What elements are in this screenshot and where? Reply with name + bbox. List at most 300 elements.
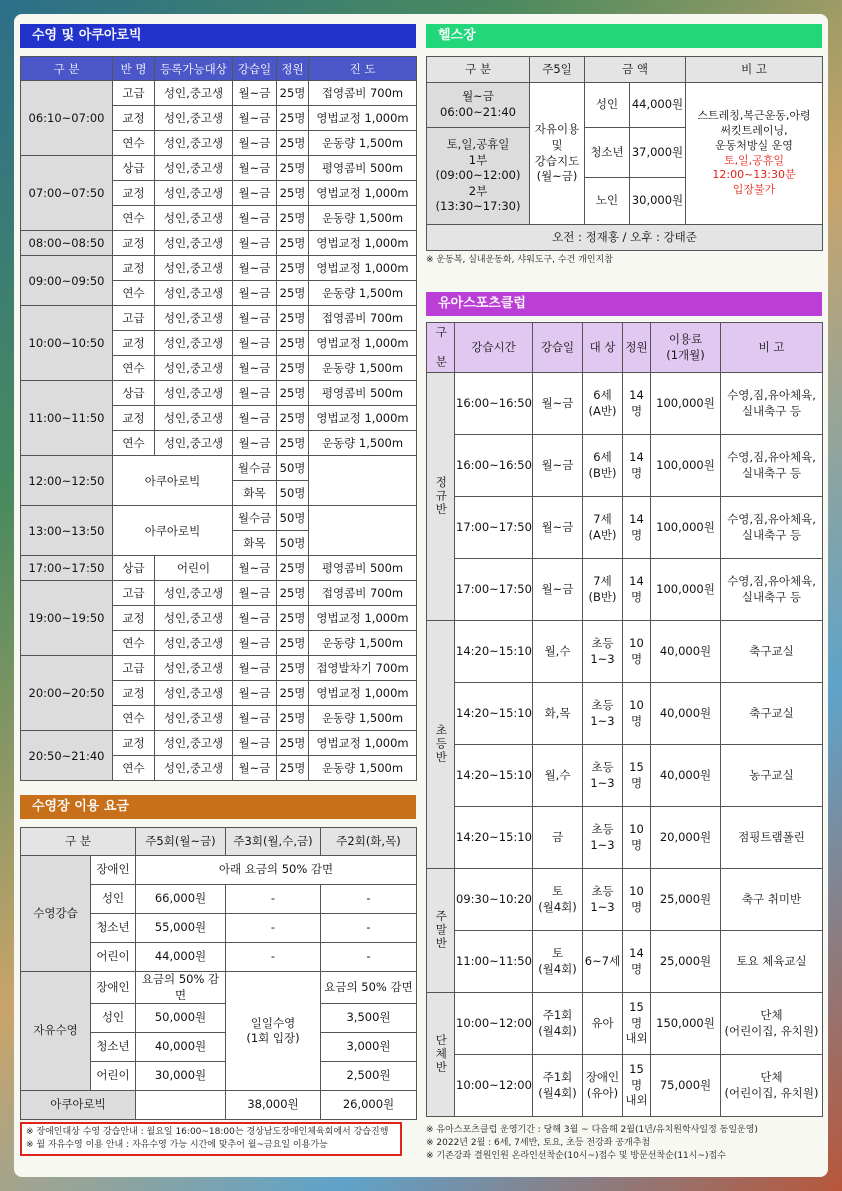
gym-footnote: ※ 운동복, 실내운동화, 샤워도구, 수건 개인지참 <box>426 255 613 265</box>
table-cell: 접영콤비 700m <box>309 581 417 606</box>
time-cell: 12:00~12:50 <box>21 456 113 506</box>
table-cell: 100,000원 <box>651 435 721 497</box>
table-cell: 접영콤비 700m <box>309 81 417 106</box>
swim-section-title: 수영 및 아쿠아로빅 <box>20 24 416 48</box>
table-cell: 연수 <box>113 131 155 156</box>
table-cell: 성인,중고생 <box>155 356 233 381</box>
table-cell: 14:20~15:10 <box>455 621 533 683</box>
table-cell: 25명 <box>277 431 309 456</box>
table-cell: 월~금 <box>233 581 277 606</box>
category-cell: 초등반 <box>427 621 455 869</box>
table-row <box>427 993 823 1055</box>
table-cell: 성인,중고생 <box>155 731 233 756</box>
gym-youth-price: 37,000원 <box>630 128 686 178</box>
table-cell: 40,000원 <box>651 745 721 807</box>
table-cell: 월,수 <box>533 621 583 683</box>
table-cell: 14명 <box>623 559 651 621</box>
table-cell: 월~금 <box>233 381 277 406</box>
gym-h-gubun: 구 분 <box>427 57 530 83</box>
table-cell: 월~금 <box>233 181 277 206</box>
table-cell: 장애인 (유아) <box>583 1055 623 1117</box>
table-cell: 영법교정 1,000m <box>309 331 417 356</box>
table-cell: 교정 <box>113 106 155 131</box>
fee-header-5: 주5회(월~금) <box>136 828 226 856</box>
table-row <box>427 745 823 807</box>
table-cell: 토요 체육교실 <box>721 931 823 993</box>
gym-time-weekday: 월~금 06:00~21:40 <box>427 83 530 128</box>
table-cell: 6세 (B반) <box>583 435 623 497</box>
dash: - <box>226 885 321 914</box>
table-cell: 성인,중고생 <box>155 231 233 256</box>
table-cell: 성인,중고생 <box>155 681 233 706</box>
table-cell: 월~금 <box>233 156 277 181</box>
table-cell: 화목 <box>233 531 277 556</box>
table-cell: 월~금 <box>533 497 583 559</box>
table-cell: 월~금 <box>233 681 277 706</box>
table-row <box>21 556 417 581</box>
table-cell: 11:00~11:50 <box>455 931 533 993</box>
table-cell: 성인,중고생 <box>155 131 233 156</box>
fee-free-youth2: 3,000원 <box>321 1033 417 1062</box>
table-cell: 월~금 <box>533 373 583 435</box>
table-cell: 150,000원 <box>651 993 721 1055</box>
fee-header-3: 주3회(월,수,금) <box>226 828 321 856</box>
table-cell: 월~금 <box>533 559 583 621</box>
table-cell: 20,000원 <box>651 807 721 869</box>
gym-section-title: 헬스장 <box>426 24 822 48</box>
swim-header-cell: 등록가능대상 <box>155 57 233 81</box>
table-cell: 25명 <box>277 631 309 656</box>
table-row <box>21 731 417 756</box>
swim-header-cell: 정원 <box>277 57 309 81</box>
table-row <box>427 1055 823 1117</box>
gym-service: 자유이용 및 강습지도 (월~금) <box>530 83 585 225</box>
table-cell: 14명 <box>623 497 651 559</box>
table-cell: 10:00~12:00 <box>455 993 533 1055</box>
gym-senior-price: 30,000원 <box>630 178 686 225</box>
table-cell: 축구교실 <box>721 621 823 683</box>
fee-note-2: ※ 월 자유수영 이용 안내 : 자유수영 가능 시간에 맞추어 월~금요일 이용가능 <box>26 1140 328 1150</box>
fee-section-title: 수영장 이용 요금 <box>20 795 416 819</box>
kids-header-cell: 비 고 <box>721 323 823 373</box>
table-cell: 15명 <box>623 745 651 807</box>
table-cell: 10명 <box>623 869 651 931</box>
time-cell: 13:00~13:50 <box>21 506 113 556</box>
fee-adult: 성인 <box>91 885 136 914</box>
table-cell: 어린이 <box>155 556 233 581</box>
table-cell: 월~금 <box>233 731 277 756</box>
table-row <box>427 683 823 745</box>
table-cell: 6~7세 <box>583 931 623 993</box>
kids-section-title: 유아스포츠클럽 <box>426 292 822 316</box>
table-cell: 성인,중고생 <box>155 756 233 781</box>
gym-time-weekend: 토,일,공휴일 1부 (09:00~12:00) 2부 (13:30~17:30) <box>427 128 530 225</box>
fee-discount-all: 아래 요금의 50% 감면 <box>136 856 417 885</box>
table-cell: 월~금 <box>233 606 277 631</box>
table-cell: 15명 내외 <box>623 1055 651 1117</box>
kids-notes <box>426 1124 822 1163</box>
table-cell: 성인,중고생 <box>155 306 233 331</box>
table-cell: 14명 <box>623 435 651 497</box>
fee-free-label: 자유수영 <box>21 972 91 1091</box>
time-cell: 06:10~07:00 <box>21 81 113 156</box>
table-cell: 100,000원 <box>651 373 721 435</box>
table-cell: 고급 <box>113 81 155 106</box>
table-row <box>427 931 823 993</box>
table-cell: 10명 <box>623 683 651 745</box>
fee-header-gubun: 구 분 <box>21 828 136 856</box>
table-cell: 10:00~12:00 <box>455 1055 533 1117</box>
table-cell: 수영,짐,유아체육, 실내축구 등 <box>721 373 823 435</box>
table-cell: 초등 1~3 <box>583 807 623 869</box>
time-cell: 10:00~10:50 <box>21 306 113 381</box>
table-cell: 16:00~16:50 <box>455 373 533 435</box>
table-cell: 40,000원 <box>651 621 721 683</box>
table-row <box>427 559 823 621</box>
table-row <box>21 456 417 481</box>
table-cell: 25명 <box>277 156 309 181</box>
table-cell: 월,수 <box>533 745 583 807</box>
swim-header-cell: 강습일 <box>233 57 277 81</box>
table-row <box>427 621 823 683</box>
table-cell: 평영콤비 500m <box>309 156 417 181</box>
table-cell: 25명 <box>277 581 309 606</box>
table-cell: 토 (월4회) <box>533 869 583 931</box>
table-cell: 50명 <box>277 506 309 531</box>
table-row <box>21 81 417 106</box>
gym-h-note: 비 고 <box>686 57 823 83</box>
table-cell: 영법교정 1,000m <box>309 606 417 631</box>
table-cell: 연수 <box>113 706 155 731</box>
table-cell: 화목 <box>233 481 277 506</box>
table-cell: 월~금 <box>233 331 277 356</box>
fee-daily: 일일수영 (1회 입장) <box>226 972 321 1091</box>
time-cell: 20:00~20:50 <box>21 656 113 731</box>
table-cell: 성인,중고생 <box>155 331 233 356</box>
dash: - <box>321 943 417 972</box>
table-cell: 영법교정 1,000m <box>309 256 417 281</box>
table-cell: 성인,중고생 <box>155 181 233 206</box>
fee-disabled: 장애인 <box>91 972 136 1004</box>
table-cell: 연수 <box>113 281 155 306</box>
kids-header-cell: 구 분 <box>427 323 455 373</box>
table-cell: 17:00~17:50 <box>455 497 533 559</box>
kids-note-2: ※ 2022년 2월 : 6세, 7세반, 토요, 초등 전강좌 공개추첨 <box>426 1138 651 1148</box>
table-cell: 월~금 <box>233 656 277 681</box>
kids-header-cell: 강습일 <box>533 323 583 373</box>
table-row <box>427 807 823 869</box>
fee-note-1: ※ 장애인대상 수영 강습안내 : 월요일 16:00~18:00는 경상남도장애인체육회에서 강습진행 <box>26 1127 389 1137</box>
table-cell: 성인,중고생 <box>155 81 233 106</box>
fee-aqua2: 26,000원 <box>321 1091 417 1120</box>
table-cell: 연수 <box>113 431 155 456</box>
swim-header-cell: 반 명 <box>113 57 155 81</box>
table-cell: 50명 <box>277 481 309 506</box>
table-cell: 25명 <box>277 706 309 731</box>
table-cell: 월~금 <box>233 306 277 331</box>
table-cell: 14:20~15:10 <box>455 683 533 745</box>
table-cell: 영법교정 1,000m <box>309 231 417 256</box>
table-cell: 월~금 <box>233 756 277 781</box>
table-row <box>21 156 417 181</box>
table-cell: 14:20~15:10 <box>455 745 533 807</box>
table-cell: 운동량 1,500m <box>309 431 417 456</box>
fee-free-adult2: 3,500원 <box>321 1004 417 1033</box>
fee-free-child: 30,000원 <box>136 1062 226 1091</box>
table-cell: 상급 <box>113 381 155 406</box>
table-cell: 점핑트램폴린 <box>721 807 823 869</box>
aqua-name: 아쿠아로빅 <box>113 456 233 506</box>
time-cell: 09:00~09:50 <box>21 256 113 306</box>
table-cell: 6세 (A반) <box>583 373 623 435</box>
fee-adult: 성인 <box>91 1004 136 1033</box>
gym-adult: 성인 <box>585 83 630 128</box>
table-cell: 25명 <box>277 306 309 331</box>
table-cell: 축구 취미반 <box>721 869 823 931</box>
table-cell: 농구교실 <box>721 745 823 807</box>
swim-header-cell: 구 분 <box>21 57 113 81</box>
table-cell: 25명 <box>277 556 309 581</box>
table-cell: 월~금 <box>533 435 583 497</box>
fee-free-adult: 50,000원 <box>136 1004 226 1033</box>
table-cell: 성인,중고생 <box>155 581 233 606</box>
fee-free-youth: 40,000원 <box>136 1033 226 1062</box>
table-cell: 교정 <box>113 406 155 431</box>
table-cell: 월~금 <box>233 281 277 306</box>
gym-h-price: 금 액 <box>585 57 686 83</box>
table-cell: 연수 <box>113 206 155 231</box>
table-cell: 상급 <box>113 556 155 581</box>
table-row <box>427 435 823 497</box>
dash: - <box>226 943 321 972</box>
time-cell: 08:00~08:50 <box>21 231 113 256</box>
table-cell: 월~금 <box>233 706 277 731</box>
table-cell: 유아 <box>583 993 623 1055</box>
table-cell: 수영,짐,유아체육, 실내축구 등 <box>721 435 823 497</box>
table-cell: 교정 <box>113 181 155 206</box>
table-cell: 성인,중고생 <box>155 156 233 181</box>
table-cell: 25명 <box>277 256 309 281</box>
table-cell: 영법교정 1,000m <box>309 406 417 431</box>
table-cell: 운동량 1,500m <box>309 131 417 156</box>
category-cell: 단체반 <box>427 993 455 1117</box>
category-cell: 정규반 <box>427 373 455 621</box>
table-cell: 운동량 1,500m <box>309 281 417 306</box>
table-cell: 25명 <box>277 231 309 256</box>
table-cell: 교정 <box>113 256 155 281</box>
kids-table <box>426 322 823 1117</box>
table-cell: 접영콤비 700m <box>309 306 417 331</box>
table-cell: 화,목 <box>533 683 583 745</box>
table-cell: 교정 <box>113 231 155 256</box>
table-cell: 100,000원 <box>651 497 721 559</box>
table-cell: 10명 <box>623 807 651 869</box>
table-cell: 14:20~15:10 <box>455 807 533 869</box>
table-cell: 영법교정 1,000m <box>309 681 417 706</box>
table-row <box>21 656 417 681</box>
fee-swim-label: 수영강습 <box>21 856 91 972</box>
fee-child: 어린이 <box>91 943 136 972</box>
table-cell: 고급 <box>113 306 155 331</box>
dash: - <box>321 914 417 943</box>
table-cell: 월~금 <box>233 81 277 106</box>
gym-h-days: 주5일 <box>530 57 585 83</box>
gym-staff: 오전 : 정재홍 / 오후 : 강태준 <box>427 225 823 251</box>
table-cell: 단체 (어린이집, 유치원) <box>721 993 823 1055</box>
table-cell: 월~금 <box>233 131 277 156</box>
table-cell: 25명 <box>277 756 309 781</box>
kids-header-cell: 정원 <box>623 323 651 373</box>
gym-youth: 청소년 <box>585 128 630 178</box>
fee-table <box>20 827 417 1120</box>
table-cell: 연수 <box>113 756 155 781</box>
swim-schedule-table <box>20 56 417 781</box>
table-cell: 월~금 <box>233 206 277 231</box>
table-cell: 월~금 <box>233 106 277 131</box>
table-cell: 25명 <box>277 281 309 306</box>
table-cell: 성인,중고생 <box>155 206 233 231</box>
fee-aqua-label: 아쿠아로빅 <box>21 1091 136 1120</box>
fee-free-discount2: 요금의 50% 감면 <box>321 972 417 1004</box>
gym-senior: 노인 <box>585 178 630 225</box>
dash: - <box>226 914 321 943</box>
table-cell: 운동량 1,500m <box>309 706 417 731</box>
table-cell: 25명 <box>277 606 309 631</box>
empty-cell <box>309 506 417 556</box>
fee-free-discount: 요금의 50% 감면 <box>136 972 226 1004</box>
table-row <box>21 506 417 531</box>
table-cell: 운동량 1,500m <box>309 206 417 231</box>
gym-table <box>426 56 823 251</box>
table-cell: 접영발차기 700m <box>309 656 417 681</box>
table-row <box>21 231 417 256</box>
table-cell: 수영,짐,유아체육, 실내축구 등 <box>721 559 823 621</box>
fee-swim-youth: 55,000원 <box>136 914 226 943</box>
table-cell: 성인,중고생 <box>155 381 233 406</box>
table-cell: 25,000원 <box>651 931 721 993</box>
table-cell: 09:30~10:20 <box>455 869 533 931</box>
table-row <box>21 381 417 406</box>
table-cell: 25명 <box>277 206 309 231</box>
table-cell: 영법교정 1,000m <box>309 731 417 756</box>
fee-free-child2: 2,500원 <box>321 1062 417 1091</box>
table-cell: 운동량 1,500m <box>309 631 417 656</box>
table-cell: 25명 <box>277 731 309 756</box>
table-cell: 월~금 <box>233 256 277 281</box>
table-cell: 연수 <box>113 356 155 381</box>
table-cell: 성인,중고생 <box>155 431 233 456</box>
table-cell: 교정 <box>113 731 155 756</box>
table-cell: 초등 1~3 <box>583 745 623 807</box>
table-row <box>427 869 823 931</box>
aqua-name: 아쿠아로빅 <box>113 506 233 556</box>
gym-note-red: 토,일,공휴일 12:00~13:30분 입장불가 <box>712 153 796 197</box>
table-cell: 성인,중고생 <box>155 406 233 431</box>
table-cell: 수영,짐,유아체육, 실내축구 등 <box>721 497 823 559</box>
fee-aqua3: 38,000원 <box>226 1091 321 1120</box>
table-cell: 운동량 1,500m <box>309 356 417 381</box>
fee-youth: 청소년 <box>91 914 136 943</box>
swim-header-cell: 진 도 <box>309 57 417 81</box>
table-cell: 성인,중고생 <box>155 706 233 731</box>
table-cell: 교정 <box>113 331 155 356</box>
dash: - <box>321 885 417 914</box>
table-cell: 25명 <box>277 181 309 206</box>
gym-adult-price: 44,000원 <box>630 83 686 128</box>
table-cell: 주1회 (월4회) <box>533 993 583 1055</box>
table-cell: 평영콤비 500m <box>309 556 417 581</box>
empty-cell <box>309 456 417 506</box>
table-cell: 10명 <box>623 621 651 683</box>
table-cell: 성인,중고생 <box>155 281 233 306</box>
fee-notes <box>20 1122 402 1156</box>
table-cell: 고급 <box>113 581 155 606</box>
table-cell: 25,000원 <box>651 869 721 931</box>
table-cell: 월수금 <box>233 456 277 481</box>
kids-header-cell: 강습시간 <box>455 323 533 373</box>
table-cell: 40,000원 <box>651 683 721 745</box>
table-cell: 14명 <box>623 931 651 993</box>
table-cell: 운동량 1,500m <box>309 756 417 781</box>
category-cell: 주말반 <box>427 869 455 993</box>
table-cell: 100,000원 <box>651 559 721 621</box>
table-cell: 성인,중고생 <box>155 606 233 631</box>
fee-disabled: 장애인 <box>91 856 136 885</box>
table-cell: 월~금 <box>233 631 277 656</box>
table-cell: 월수금 <box>233 506 277 531</box>
fee-header-2: 주2회(화,목) <box>321 828 417 856</box>
table-cell: 성인,중고생 <box>155 106 233 131</box>
table-cell: 초등 1~3 <box>583 869 623 931</box>
table-cell: 영법교정 1,000m <box>309 106 417 131</box>
table-cell: 연수 <box>113 631 155 656</box>
table-cell: 월~금 <box>233 406 277 431</box>
gym-note-black: 스트레칭,복근운동,아령 써킷트레이닝, 운동처방실 운영 <box>697 108 811 152</box>
table-cell: 25명 <box>277 356 309 381</box>
table-cell: 성인,중고생 <box>155 656 233 681</box>
fee-child: 어린이 <box>91 1062 136 1091</box>
table-cell: 성인,중고생 <box>155 631 233 656</box>
table-cell: 고급 <box>113 656 155 681</box>
kids-header-cell: 대 상 <box>583 323 623 373</box>
table-row <box>21 581 417 606</box>
fee-swim-adult: 66,000원 <box>136 885 226 914</box>
table-cell: 단체 (어린이집, 유치원) <box>721 1055 823 1117</box>
table-cell: 25명 <box>277 331 309 356</box>
table-cell: 초등 1~3 <box>583 621 623 683</box>
kids-header-cell: 이용료 (1개월) <box>651 323 721 373</box>
time-cell: 17:00~17:50 <box>21 556 113 581</box>
table-cell: 월~금 <box>233 556 277 581</box>
table-row <box>427 373 823 435</box>
table-cell: 75,000원 <box>651 1055 721 1117</box>
fee-youth: 청소년 <box>91 1033 136 1062</box>
table-cell: 교정 <box>113 681 155 706</box>
table-cell: 14명 <box>623 373 651 435</box>
table-cell: 초등 1~3 <box>583 683 623 745</box>
table-cell: 교정 <box>113 606 155 631</box>
table-row <box>427 497 823 559</box>
table-cell: 상급 <box>113 156 155 181</box>
table-cell: 7세 (A반) <box>583 497 623 559</box>
kids-note-3: ※ 기존강좌 결원인원 온라인선착순(10시~)접수 및 방문선착순(11시~)접수 <box>426 1151 726 1161</box>
table-cell: 영법교정 1,000m <box>309 181 417 206</box>
table-cell: 25명 <box>277 81 309 106</box>
table-cell: 평영콤비 500m <box>309 381 417 406</box>
table-cell: 25명 <box>277 106 309 131</box>
table-cell: 50명 <box>277 456 309 481</box>
table-cell: 금 <box>533 807 583 869</box>
